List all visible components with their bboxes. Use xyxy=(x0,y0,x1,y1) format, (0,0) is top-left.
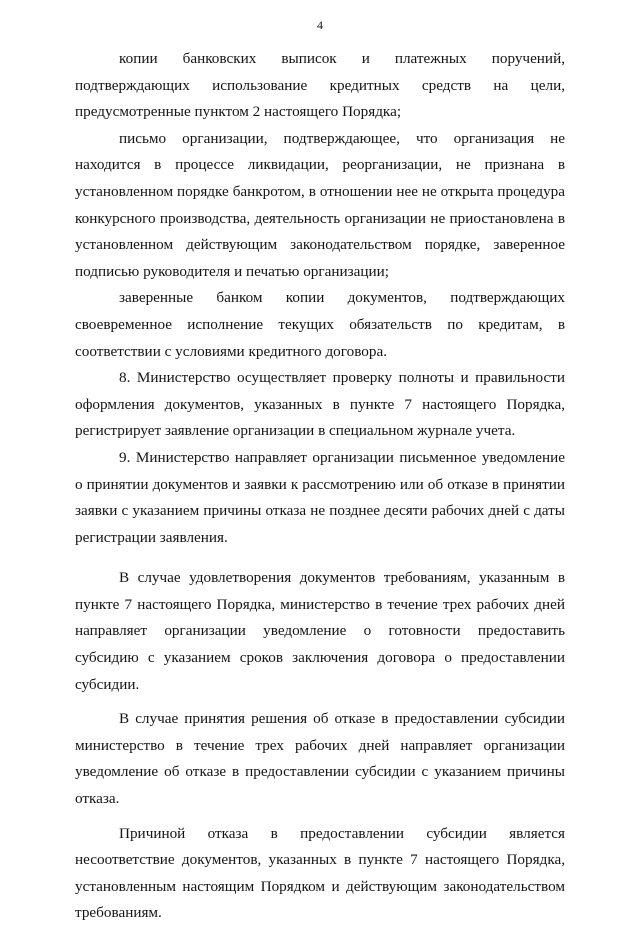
paragraph-organization-letter: письмо организации, подтверждающее, что организация не находится в процессе ликвидации, реорганизации, не признана в установленном порядке банкротом, в отношении нее не открыта процедура конкурсного производства, деятельность организации не приостановлена в установленном действующим законодательством порядке, заверенное подписью руководителя и печатью организации; xyxy=(75,129,565,280)
paragraph-refusal-case: В случае принятия решения об отказе в предоставлении субсидии министерство в течение трех рабочих дней направляет организации уведомление об отказе в предоставлении субсидии с указанием причины отказа. xyxy=(75,710,565,808)
page-number: 4 xyxy=(317,18,323,32)
paragraph-clause-8: 8. Министерство осуществляет проверку полноты и правильности оформления документов, указанных в пункте 7 настоящего Порядка, регистрирует заявление организации в специальном журнале учета. xyxy=(75,369,565,440)
paragraph-refusal-reason: Причиной отказа в предоставлении субсидии является несоответствие документов, указанных в пункте 7 настоящего Порядка, установленным настоящим Порядком и действующим законодательством требованиям. xyxy=(75,824,565,922)
paragraph-certified-copies: заверенные банком копии документов, подтверждающих своевременное исполнение текущих обязательств по кредитам, в соответствии с условиями кредитного договора. xyxy=(75,289,565,360)
document-body xyxy=(75,46,565,927)
paragraph-bank-statements: копии банковских выписок и платежных поручений, подтверждающих использование кредитных средств на цели, предусмотренные пунктом 2 настоящего Порядка; xyxy=(75,50,565,121)
paragraph-clause-9: 9. Министерство направляет организации письменное уведомление о принятии документов и заявки к рассмотрению или об отказе в принятии заявки с указанием причины отказа не позднее десяти рабочих дней с даты регистрации заявления. xyxy=(75,448,565,546)
paragraph-approval-case: В случае удовлетворения документов требованиям, указанным в пункте 7 настоящего Порядка, министерство в течение трех рабочих дней направляет организации уведомление о готовности предоставить субсидию с указанием сроков заключения договора о предоставлении субсидии. xyxy=(75,569,565,693)
